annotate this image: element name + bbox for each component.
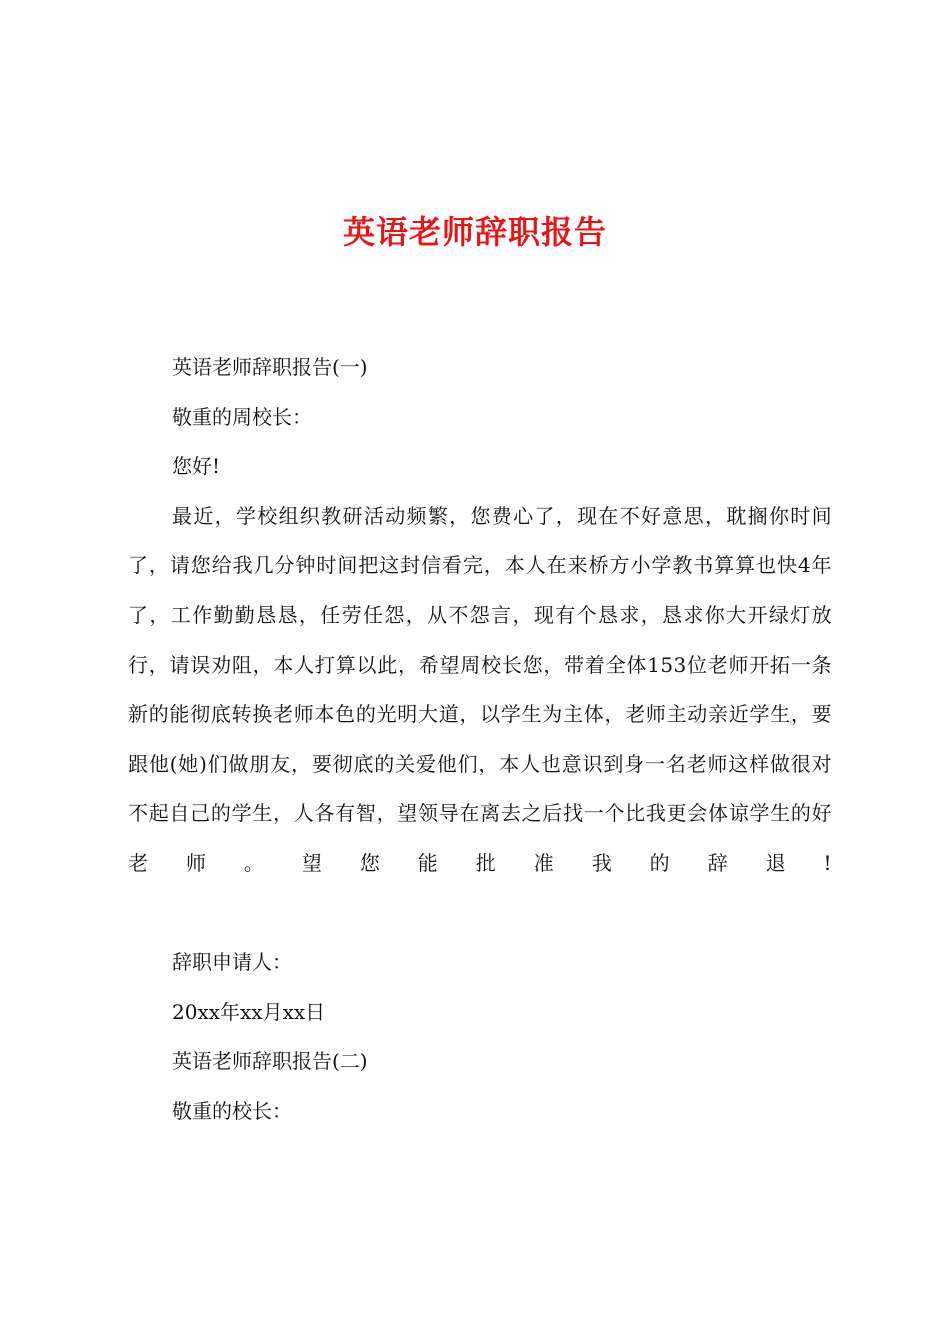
salutation-2: 敬重的校长：	[172, 1098, 292, 1123]
signature-date: 20xx年xx月xx日	[172, 999, 326, 1024]
document-title: 英语老师辞职报告	[342, 213, 607, 251]
salutation-1: 敬重的周校长：	[172, 404, 312, 429]
section-heading-1: 英语老师辞职报告(一)	[172, 355, 368, 379]
blank-line	[128, 889, 832, 939]
signer-label: 辞职申请人：	[172, 950, 292, 975]
greeting: 您好!	[172, 454, 221, 479]
section-heading-2: 英语老师辞职报告(二)	[172, 1049, 368, 1074]
letter-body-paragraph: 最近，学校组织教研活动频繁，您费心了，现在不好意思，耽搁你时间了，请您给我几分钟时间把这封信看完，本人在来桥方小学教书算算也快4年了，工作勤勤恳恳，任劳任怨，从不怨言，现有个恳求，恳求你大开绿灯放行，请误劝阻，本人打算以此，希望周校长您，带着全体153位老师开拓一条新的能彻底转换老师本色的光明大道，以学生为主体，老师主动亲近学生，要跟他(她)们做朋友，要彻底的关爱他们，本人也意识到身一名老师这样做很对不起自己的学生，人各有智，望领导在离去之后找一个比我更会体谅学生的好老师。望您能批准我的辞退!	[128, 503, 832, 875]
document-body	[128, 343, 832, 1137]
